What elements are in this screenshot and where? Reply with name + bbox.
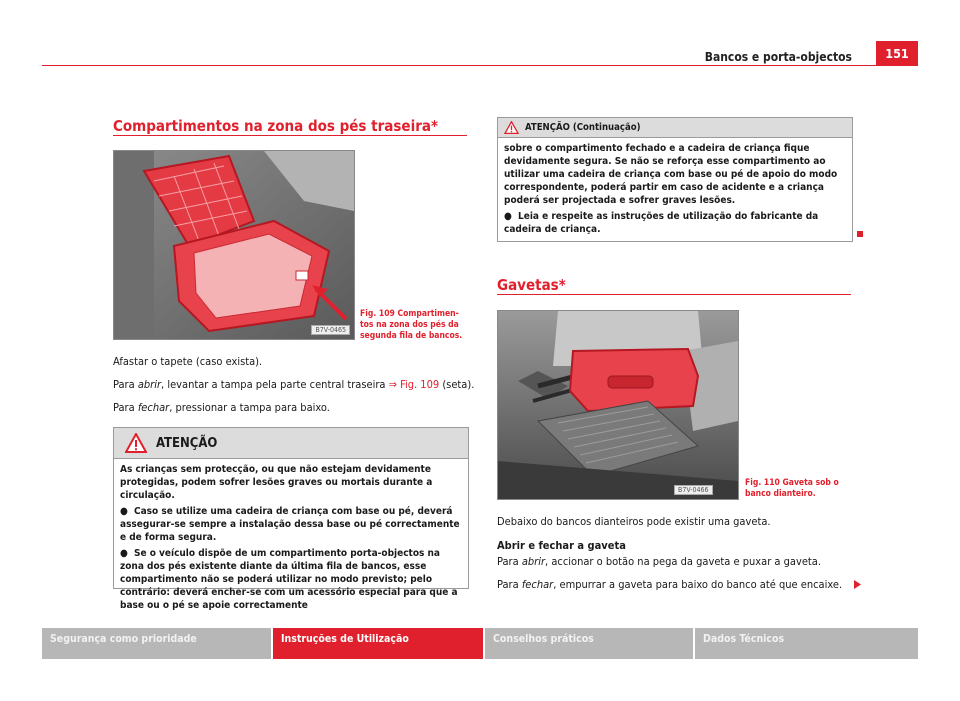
chapter-title: Bancos e porta-objectos	[704, 50, 852, 64]
warning-title-continued: ATENÇÃO (Continuação)	[525, 122, 641, 133]
figure-110-photo	[497, 310, 739, 500]
warning-title: ATENÇÃO	[156, 435, 218, 451]
warning-box	[113, 427, 469, 611]
warning-bullet-1: ● Caso se utilize uma cadeira de criança com base ou pé, deverá assegurar-se sempre a instalação dessa base ou pé correctamente e de forma segura.	[120, 506, 460, 543]
warning-triangle-icon	[125, 433, 147, 453]
warning-header-continued	[498, 118, 852, 138]
figure-109-photo	[113, 150, 355, 340]
figure-110-caption: Fig. 110 Gaveta sob o banco dianteiro.	[745, 478, 839, 499]
figure-code: B7V-0465	[311, 325, 350, 335]
section-end-marker	[857, 231, 863, 237]
nav-tab-technical-data[interactable]: Dados Técnicos	[695, 628, 918, 659]
footwell-compartment-illustration	[114, 151, 354, 339]
warning-triangle-icon	[504, 121, 519, 134]
figure-109-caption: Fig. 109 Compartimen- tos na zona dos pés da segunda fila de bancos.	[360, 309, 463, 341]
nav-tab-practical-tips[interactable]: Conselhos práticos	[485, 628, 693, 659]
warning-text	[114, 459, 468, 616]
section-rule	[497, 294, 851, 295]
warning-paragraph: As crianças sem protecção, ou que não estejam devidamente protegidas, podem sofrer lesões graves ou mortais durante a circulação.	[120, 464, 433, 501]
seat-drawer-illustration	[498, 311, 738, 499]
paragraph-drawer-intro: Debaixo do bancos dianteiros pode existir uma gaveta.	[497, 515, 771, 528]
warning-text-continued	[498, 138, 852, 240]
section-rule	[113, 135, 467, 136]
nav-tab-safety[interactable]: Segurança como prioridade	[42, 628, 271, 659]
warning-bullet-continued: ● Leia e respeite as instruções de utilização do fabricante da cadeira de criança.	[504, 211, 819, 235]
section-title-drawers: Gavetas*	[497, 276, 566, 294]
paragraph-drawer-open: Para abrir, accionar o botão na pega da gaveta e puxar a gaveta.	[497, 555, 822, 568]
warning-box-continued	[497, 117, 853, 242]
paragraph-close: Para fechar, pressionar a tampa para baixo.	[113, 401, 330, 414]
header-rule	[42, 65, 918, 66]
paragraph-drawer-close: Para fechar, empurrar a gaveta para baixo do banco até que encaixe.	[497, 578, 843, 591]
continue-arrow-icon	[853, 579, 862, 590]
paragraph-remove-mat: Afastar o tapete (caso exista).	[113, 355, 263, 368]
warning-bullet-2: ● Se o veículo dispõe de um compartimento porta-objectos na zona dos pés existente diante da última fila de bancos, esse compartimento não se poderá utilizar no modo previsto; pelo contrário: deverá encher-se com um acessório especial para que a base ou o pé se apoie correctamente	[120, 548, 458, 611]
figure-code: B7V-0466	[674, 485, 713, 495]
subheading-open-close: Abrir e fechar a gaveta	[497, 539, 626, 552]
page-number: 151	[876, 41, 918, 66]
section-title-footwell: Compartimentos na zona dos pés traseira*	[113, 117, 439, 135]
warning-paragraph-continued: sobre o compartimento fechado e a cadeira de criança fique devidamente segura. Se não se reforça esse compartimento ao utilizar uma cadeira de criança com base ou pé de apoio do modo correspondente, poderá partir em caso de acidente e a criança poderá ser projectada e sofrer graves lesões.	[504, 143, 838, 206]
warning-header	[114, 428, 468, 459]
nav-tab-instructions[interactable]: Instruções de Utilização	[273, 628, 483, 659]
figure-reference-link[interactable]: ⇒ Fig. 109	[388, 378, 440, 391]
paragraph-open: Para abrir, levantar a tampa pela parte central traseira ⇒ Fig. 109 (seta).	[113, 378, 475, 391]
